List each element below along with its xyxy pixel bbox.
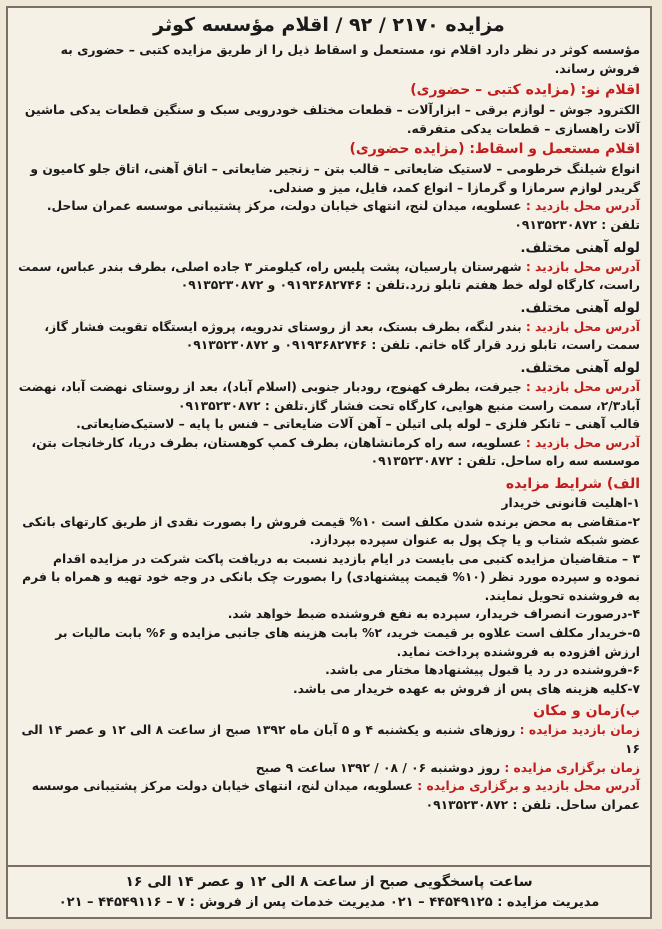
used-items-visit [18, 197, 640, 234]
condition-item: ۲-متقاضی به محض برنده شدن مکلف است ۱۰% قیمت فروش را بصورت نقدی از طریق کارتهای بانکی عضو شبکه شتاب و یا چک پول به عنوان سپرده بپردازد. [22, 514, 640, 548]
visit-label: آدرس محل بازدید : [525, 435, 640, 450]
pipe-1-address-text: شهرستان پارسیان، پشت پلیس راه، کیلومتر ۳ جاده اصلی، بطرف بندر عباس، سمت راست، کارگاه لوله خط هفتم تابلو زرد.تلفن : ۰۹۱۹۳۶۸۲۷۴۶ و ۰۹۱۳۵۲۳۰۸۷۲ [18, 259, 640, 293]
visit-time-label: زمان بازدید مزایده : [519, 723, 640, 738]
notice-title: مزایده ۲۱۷۰ / ۹۲ / اقلام مؤسسه کوثر [153, 14, 505, 36]
visit-label: آدرس محل بازدید : [525, 319, 640, 334]
pipe-2-address [18, 318, 640, 355]
pipe-3-address-text: جیرفت، بطرف کهنوج، رودبار جنوبی (اسلام آباد)، بعد از روستای نهضت آباد، نهضت آباد۲/۳، سمت راست منبع هوایی، کارگاه تحت فشار گاز.تلفن : ۰۹۱۳۵۲۳۰۸۷۲ [18, 379, 640, 413]
place-text: عسلویه، میدان لنج، انتهای خیابان دولت مرکز پشتیبانی موسسه عمران ساحل. تلفن : ۰۹۱۳۵۲۳۰۸۷۲ [31, 779, 640, 812]
condition-item: ۱-اهلیت قانونی خریدار [501, 495, 640, 510]
new-items-text: الکترود جوش – لوازم برقی – ابزارآلات – قطعات مختلف خودرویی سبک و سنگین قطعات یدکی ماشین آلات راهسازی – قطعات یدکی متفرقه. [24, 103, 640, 136]
auction-notice [6, 6, 652, 919]
used-items-heading: اقلام مستعمل و اسقاط: (مزایده حضوری) [349, 141, 640, 158]
pipe-1-address [18, 258, 640, 295]
condition-item: ۳ – متقاضیان مزایده کتبی می بایست در ایام بازدید نسبت به دریافت پاکت شرکت در مزایده اقدام نموده و سپرده مورد نظر (۱۰% قیمت پیشنهادی) را بصورت چک بانکی در وجه خود تهیه و همراه با فرم به فروشنده تحویل نمایند. [22, 551, 640, 603]
used-items-text: انواع شیلنگ خرطومی – لاستیک ضایعاتی – قالب بتن – زنجیر ضایعاتی – اتاق آهنی، اتاق جلو کامیون و گریدر لوازم سرمازا و گرمازا – انواع کمد، فایل، میز و صندلی. [30, 162, 640, 195]
hold-time-label: زمان برگزاری مزایده : [504, 760, 640, 775]
notice-footer [8, 865, 650, 917]
pipe-3-title: لوله آهنی مختلف. [520, 359, 640, 376]
pipe-2-address-text: بندر لنگه، بطرف بستک، بعد از روستای تدرویه، پروژه ایستگاه تقویت فشار گاز، سمت راست، تابلو زرد قرار گاه خاتم. تلفن : ۰۹۱۹۳۶۸۲۷۴۶ و ۰۹۱۳۵۲۳۰۸۷۲ [44, 319, 640, 353]
condition-item: ۵-خریدار مکلف است علاوه بر قیمت خرید، ۲% بابت هزینه های جانبی مزایده و ۶% بابت مالیات بر ارزش افزوده به فروشنده پرداخت نماید. [55, 626, 640, 659]
new-items-heading: اقلام نو: (مزایده کتبی – حضوری) [410, 82, 640, 98]
place-label: آدرس محل بازدید و برگزاری مزایده : [417, 779, 640, 794]
visit-time-text: روزهای شنبه و یکشنبه ۴ و ۵ آبان ماه ۱۳۹۲ صبح از ساعت ۸ الی ۱۲ و عصر ۱۴ الی ۱۶ [21, 723, 640, 757]
conditions-heading: الف) شرایط مزایده [505, 475, 640, 492]
condition-item: ۶-فروشنده در رد یا قبول پیشنهادها مختار می باشد. [325, 663, 640, 678]
hold-time-text: روز دوشنبه ۰۶ / ۰۸ / ۱۳۹۲ ساعت ۹ صبح [255, 760, 501, 775]
response-hours: ساعت پاسخگویی صبح از ساعت ۸ الی ۱۲ و عصر ۱۴ الی ۱۶ [125, 874, 533, 890]
visit-label: آدرس محل بازدید : [525, 199, 640, 214]
pipe-1-title: لوله آهنی مختلف. [520, 239, 640, 256]
molds-text: قالب آهنی – تانکر فلزی – لوله پلی اتیلن – آهن آلات ضایعاتی – فنس با پایه – لاستیک‌ضایعاتی. [76, 417, 640, 432]
condition-item: ۴-درصورت انصراف خریدار، سپرده به نفع فروشنده ضبط خواهد شد. [227, 607, 640, 622]
pipe-2-title: لوله آهنی مختلف. [520, 299, 640, 316]
hold-time [18, 759, 640, 778]
molds-address-text: عسلویه، سه راه کرمانشاهان، بطرف کمپ کوهستان، بطرف دریا، کارخانجات بتن، موسسه سه راه ساحل. تلفن : ۰۹۱۳۵۲۳۰۸۷۲ [31, 435, 640, 469]
schedule-heading: ب)زمان و مکان [533, 703, 640, 720]
intro-text: مؤسسه کوثر در نظر دارد اقلام نو، مستعمل و اسقاط ذیل را از طریق مزایده کتبی – حضوری به فروش رساند. [60, 42, 640, 76]
contact-phones: مدیریت مزایده : ۴۴۵۴۹۱۲۵ – ۰۲۱ مدیریت خدمات پس از فروش : ۷ – ۴۴۵۴۹۱۱۶ – ۰۲۱ [58, 895, 600, 910]
condition-item: ۷-کلیه هزینه های پس از فروش به عهده خریدار می باشد. [292, 681, 640, 696]
place [18, 777, 640, 814]
molds-address [18, 434, 640, 471]
visit-address: عسلویه، میدان لنج، انتهای خیابان دولت، مرکز پشتیبانی موسسه عمران ساحل. [46, 199, 522, 214]
visit-label: آدرس محل بازدید : [525, 259, 640, 274]
pipe-3-address [18, 378, 640, 415]
visit-label: آدرس محل بازدید : [525, 379, 640, 394]
visit-phone: تلفن : ۰۹۱۳۵۲۳۰۸۷۲ [514, 217, 640, 232]
visit-time [18, 721, 640, 758]
